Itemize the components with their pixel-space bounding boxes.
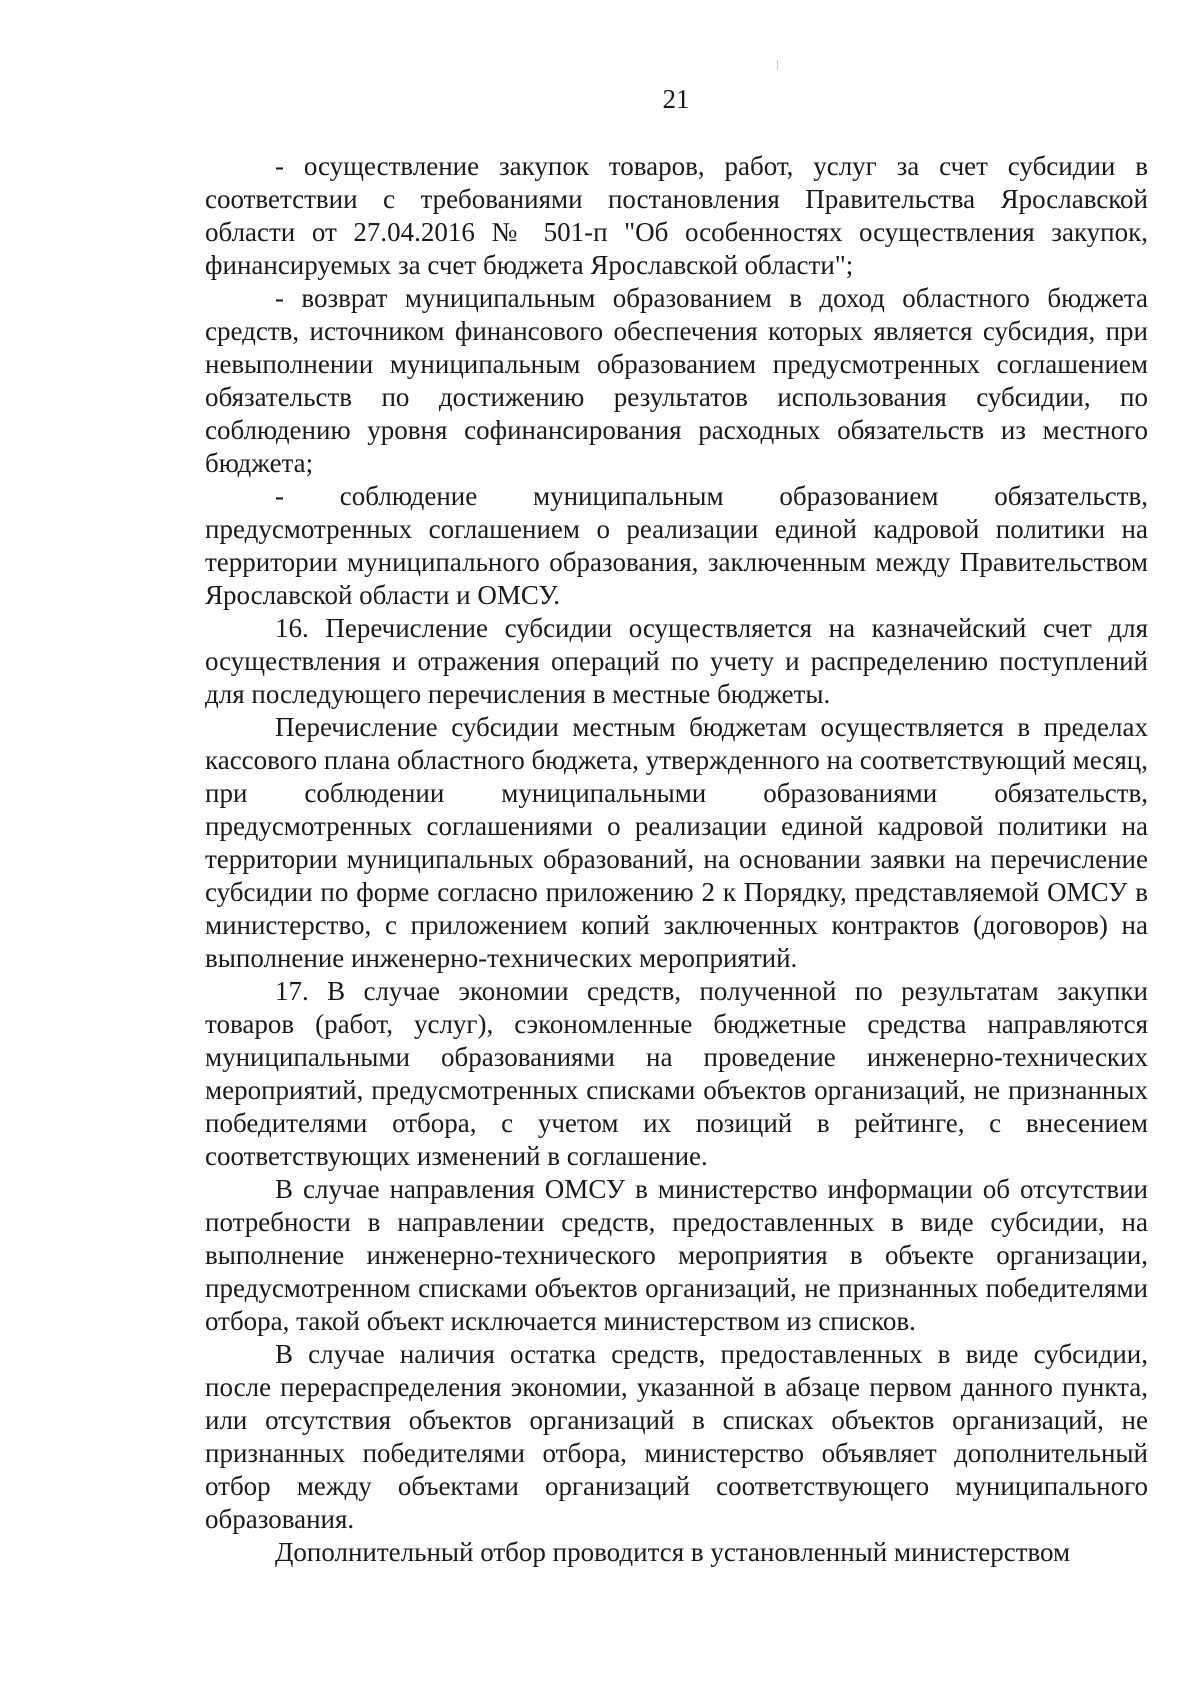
scan-artifact: [777, 60, 778, 70]
paragraph-remaining-funds: В случае наличия остатка средств, предоставленных в виде субсидии, после перераспределения экономии, указанной в абзаце первом данного пункта, или отсутствия объектов организаций в списках объектов организаций, не признанных победителями отбора, министерство объявляет дополнительный отбор между объектами организаций соответствующего муниципального образования.: [205, 1339, 1148, 1534]
paragraph-item-17: 17. В случае экономии средств, полученной по результатам закупки товаров (работ, услуг), сэкономленные бюджетные средства направляются муниципальными образованиями на проведение инженерно-технических мероприятий, предусмотренных списками объектов организаций, не признанных победителями отбора, с учетом их позиций в рейтинге, с внесением соответствующих изменений в соглашение.: [205, 976, 1148, 1171]
paragraph-additional-selection: Дополнительный отбор проводится в установленный министерством: [275, 1537, 1071, 1567]
document-body: [205, 150, 1148, 1569]
paragraph-transfer-local-budgets: Перечисление субсидии местным бюджетам осуществляется в пределах кассового плана областного бюджета, утвержденного на соответствующий месяц, при соблюдении муниципальными образованиями обязательств, предусмотренных соглашениями о реализации единой кадровой политики на территории муниципальных образований, на основании заявки на перечисление субсидии по форме согласно приложению 2 к Порядку, представляемой ОМСУ в министерство, с приложением копий заключенных контрактов (договоров) на выполнение инженерно-технических мероприятий.: [205, 712, 1148, 973]
page-number: 21: [662, 84, 690, 114]
paragraph-procurement: - осуществление закупок товаров, работ, услуг за счет субсидии в соответствии с требованиями постановления Правительства Ярославской области от 27.04.2016 № 501-п "Об особенностях осуществления закупок, финансируемых за счет бюджета Ярославской области";: [205, 151, 1148, 280]
paragraph-refund: - возврат муниципальным образованием в доход областного бюджета средств, источником финансового обеспечения которых является субсидия, при невыполнении муниципальным образованием предусмотренных соглашением обязательств по достижению результатов использования субсидии, по соблюдению уровня софинансирования расходных обязательств из местного бюджета;: [205, 283, 1148, 478]
paragraph-item-16: 16. Перечисление субсидии осуществляется на казначейский счет для осуществления и отражения операций по учету и распределению поступлений для последующего перечисления в местные бюджеты.: [205, 613, 1148, 709]
paragraph-compliance: - соблюдение муниципальным образованием обязательств, предусмотренных соглашением о реализации единой кадровой политики на территории муниципального образования, заключенным между Правительством Ярославской области и ОМСУ.: [205, 481, 1148, 610]
paragraph-omsu-information: В случае направления ОМСУ в министерство информации об отсутствии потребности в направлении средств, предоставленных в виде субсидии, на выполнение инженерно-технического мероприятия в объекте организации, предусмотренном списками объектов организаций, не признанных победителями отбора, такой объект исключается министерством из списков.: [205, 1174, 1148, 1336]
